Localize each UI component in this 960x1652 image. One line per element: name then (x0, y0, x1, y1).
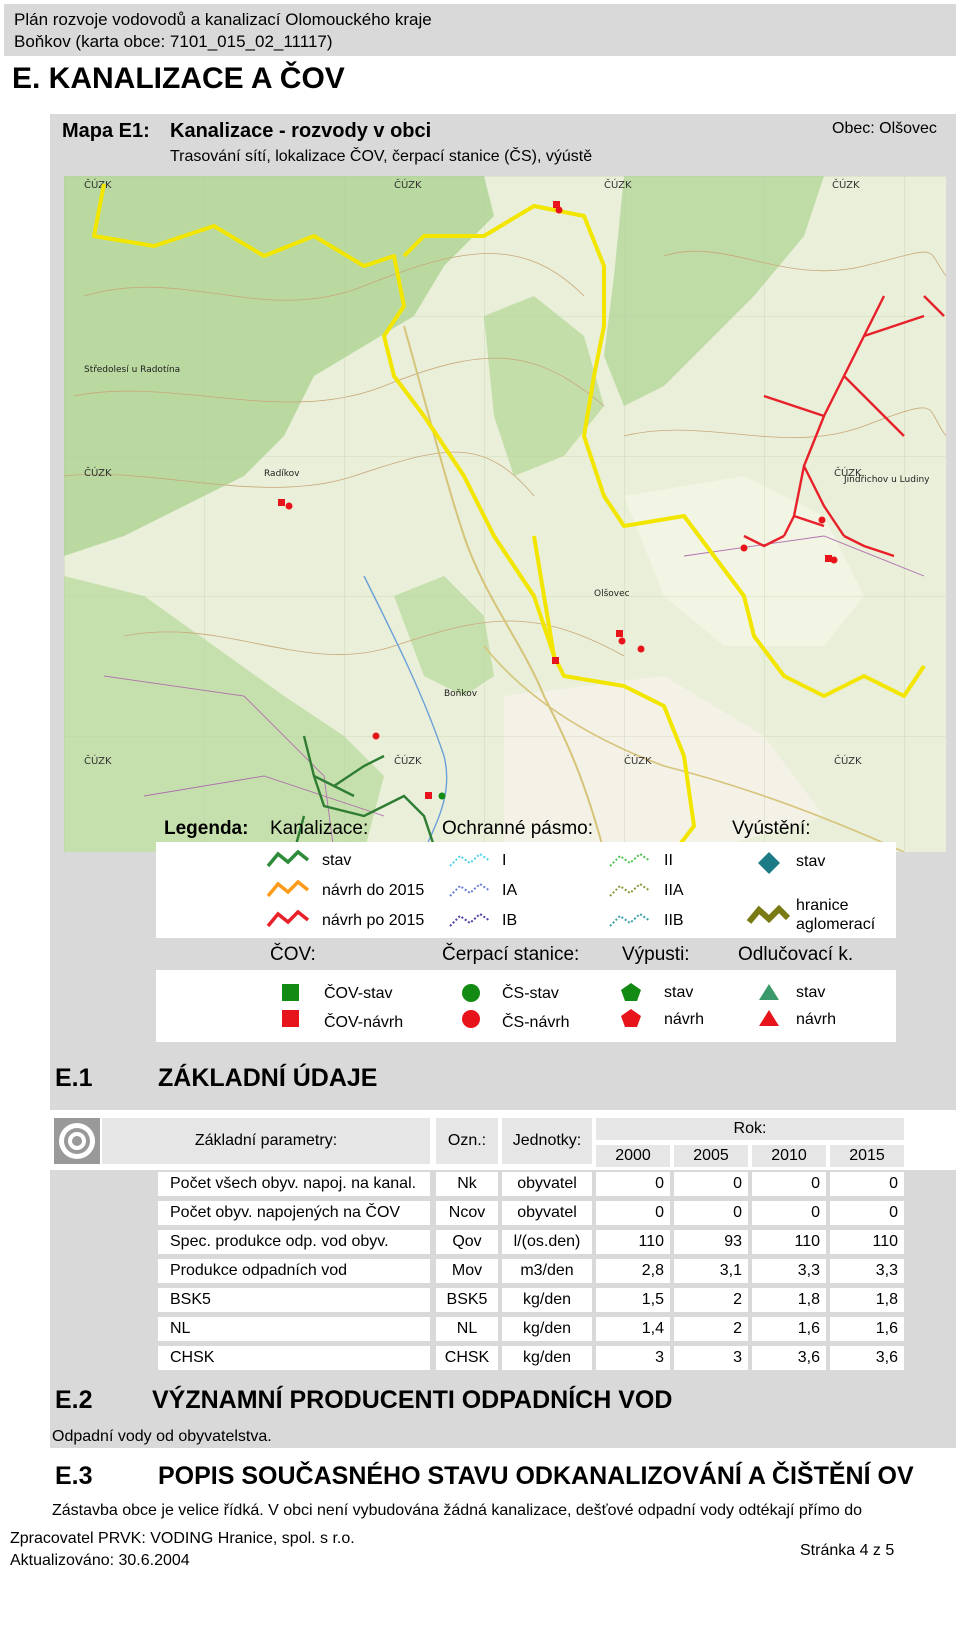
section-code-e1: E.1 (55, 1064, 93, 1092)
header-year-cell: 2005 (674, 1145, 748, 1167)
row-value: 3,1 (674, 1259, 748, 1283)
header-param: Základní parametry: (102, 1118, 430, 1164)
legend-label: stav (796, 984, 826, 1001)
wwtp-proposed-symbol (278, 499, 285, 506)
row-value: 0 (752, 1172, 826, 1196)
legend-label: ČS-návrh (502, 1014, 570, 1031)
row-value: 110 (596, 1230, 670, 1254)
row-ozn: CHSK (436, 1346, 498, 1370)
place-label: Boňkov (444, 689, 478, 699)
wwtp-proposed-symbol (552, 657, 559, 664)
section-text-e2: Odpadní vody od obyvatelstva. (52, 1428, 272, 1445)
target-icon (54, 1118, 100, 1164)
row-value: 2 (674, 1288, 748, 1312)
pump-station-existing-symbol (462, 984, 480, 1002)
row-value: 3,6 (830, 1346, 904, 1370)
legend-label: IA (502, 882, 518, 899)
section-title-e1: ZÁKLADNÍ ÚDAJE (158, 1064, 378, 1092)
row-value: 3,3 (752, 1259, 826, 1283)
legend-label: hranice aglomerací (796, 897, 876, 933)
map-cuzk-label: ČÚZK (834, 468, 862, 479)
pump-station-proposed-symbol (741, 545, 748, 552)
row-param: CHSK (158, 1346, 430, 1370)
footer-author: Zpracovatel PRVK: VODING Hranice, spol. s r.o. (10, 1530, 355, 1547)
row-value: 1,5 (596, 1288, 670, 1312)
section-title-e3: POPIS SOUČASNÉHO STAVU ODKANALIZOVÁNÍ A ČIŠTĚNÍ OV (158, 1462, 914, 1490)
row-param: Počet obyv. napojených na ČOV (158, 1201, 430, 1225)
legend-label: stav (664, 984, 694, 1001)
row-units: m3/den (502, 1259, 592, 1283)
row-value: 0 (830, 1172, 904, 1196)
map-subtitle: Trasování sítí, lokalizace ČOV, čerpací stanice (ČS), výústě (170, 148, 593, 165)
sewer-proposed-after-2015-symbol (266, 908, 310, 930)
agglomeration-boundary-symbol (746, 904, 790, 928)
legend-outflow-heading: Výpusti: (622, 944, 690, 965)
map-title: Kanalizace - rozvody v obci (170, 120, 432, 142)
map-cuzk-label: ČÚZK (84, 756, 112, 767)
legend-protection-zone-heading: Ochranné pásmo: (442, 818, 594, 839)
map-cuzk-label: ČÚZK (624, 756, 652, 767)
pump-station-proposed-symbol (373, 733, 380, 740)
row-param: Produkce odpadních vod (158, 1259, 430, 1283)
row-value: 1,8 (830, 1288, 904, 1312)
pump-station-proposed-symbol (638, 646, 645, 653)
row-param: Spec. produkce odp. vod obyv. (158, 1230, 430, 1254)
legend-pump-heading: Čerpací stanice: (442, 944, 580, 965)
map-cuzk-label: ČÚZK (394, 180, 422, 191)
sewer-map (64, 176, 946, 852)
row-param: NL (158, 1317, 430, 1341)
row-value: 0 (596, 1172, 670, 1196)
section-title-e2: VÝZNAMNÍ PRODUCENTI ODPADNÍCH VOD (152, 1386, 673, 1414)
row-value: 110 (752, 1230, 826, 1254)
row-value: 0 (674, 1172, 748, 1196)
section-code-e2: E.2 (55, 1386, 93, 1414)
legend-label: I (502, 852, 507, 869)
zone-i-symbol (448, 850, 492, 870)
legend-sewer-heading: Kanalizace: (270, 818, 369, 839)
map-cuzk-label: ČÚZK (604, 180, 632, 191)
pump-station-proposed-symbol (462, 1010, 480, 1028)
row-value: 3,3 (830, 1259, 904, 1283)
map-cuzk-label: ČÚZK (832, 180, 860, 191)
place-label: Radíkov (264, 469, 300, 479)
legend-separator-heading: Odlučovací k. (738, 944, 854, 965)
wwtp-proposed-symbol (425, 792, 432, 799)
row-value: 3,6 (752, 1346, 826, 1370)
row-ozn: Mov (436, 1259, 498, 1283)
legend-label: II (664, 852, 673, 869)
pump-station-proposed-symbol (819, 517, 826, 524)
legend-label: IIB (664, 912, 684, 929)
zone-ia-symbol (448, 880, 492, 900)
legend-title: Legenda: (164, 818, 249, 839)
row-value: 3 (674, 1346, 748, 1370)
row-units: obyvatel (502, 1201, 592, 1225)
legend-label: IB (502, 912, 518, 929)
row-units: kg/den (502, 1317, 592, 1341)
header-year-cell: 2015 (830, 1145, 904, 1167)
row-units: kg/den (502, 1346, 592, 1370)
document-header (4, 4, 956, 56)
separator-proposed-symbol (758, 1009, 780, 1027)
row-ozn: NL (436, 1317, 498, 1341)
legend-label: ČOV-stav (324, 985, 393, 1002)
document-title: Plán rozvoje vodovodů a kanalizací Olomouckého kraje (14, 10, 432, 29)
zone-iia-symbol (608, 880, 652, 900)
pump-station-proposed-symbol (286, 503, 293, 510)
map-code: Mapa E1: (62, 120, 150, 142)
row-value: 2 (674, 1317, 748, 1341)
place-label: Olšovec (594, 589, 630, 599)
row-value: 0 (830, 1201, 904, 1225)
row-value: 93 (674, 1230, 748, 1254)
section-heading-e: E. KANALIZACE A ČOV (12, 62, 345, 95)
row-value: 1,8 (752, 1288, 826, 1312)
zone-iib-symbol (608, 910, 652, 930)
pump-station-proposed-symbol (619, 638, 626, 645)
wwtp-proposed-symbol (282, 1010, 299, 1027)
legend-label: návrh do 2015 (322, 882, 425, 899)
legend-label: stav (796, 853, 826, 870)
legend-label: IIA (664, 882, 684, 899)
row-value: 3 (596, 1346, 670, 1370)
legend-wwtp-heading: ČOV: (270, 944, 316, 965)
row-value: 110 (830, 1230, 904, 1254)
legend-label: návrh (796, 1011, 837, 1028)
footer-page-number: Stránka 4 z 5 (800, 1542, 895, 1559)
separator-existing-symbol (758, 983, 780, 1001)
pump-station-proposed-symbol (831, 557, 838, 564)
row-value: 0 (752, 1201, 826, 1225)
map-cuzk-label: ČÚZK (834, 756, 862, 767)
legend-label: ČS-stav (502, 985, 559, 1002)
row-param: BSK5 (158, 1288, 430, 1312)
row-value: 1,6 (830, 1317, 904, 1341)
zone-ii-symbol (608, 850, 652, 870)
legend-label: ČOV-návrh (324, 1014, 404, 1031)
row-units: kg/den (502, 1288, 592, 1312)
municipality-label: Obec: Olšovec (832, 120, 937, 137)
legend-label: návrh (664, 1011, 705, 1028)
row-ozn: BSK5 (436, 1288, 498, 1312)
header-year: Rok: (596, 1118, 904, 1140)
footer-updated: Aktualizováno: 30.6.2004 (10, 1552, 190, 1569)
outlet-existing-symbol (756, 850, 782, 876)
header-units: Jednotky: (502, 1118, 592, 1164)
legend-outlet-heading: Vyústění: (732, 818, 811, 839)
row-value: 1,6 (752, 1317, 826, 1341)
wwtp-existing-symbol (282, 984, 299, 1001)
row-ozn: Ncov (436, 1201, 498, 1225)
pump-station-existing-symbol (439, 793, 446, 800)
sewer-existing-symbol (266, 848, 310, 870)
section-code-e3: E.3 (55, 1462, 93, 1490)
header-year-cell: 2000 (596, 1145, 670, 1167)
row-value: 2,8 (596, 1259, 670, 1283)
row-value: 1,4 (596, 1317, 670, 1341)
sewer-proposed-2015-symbol (266, 878, 310, 900)
place-label: Jindřichov u Ludiny (844, 475, 930, 485)
outflow-proposed-symbol (620, 1008, 642, 1028)
outflow-existing-symbol (620, 982, 642, 1002)
map-cuzk-label: ČÚZK (84, 468, 112, 479)
row-value: 0 (674, 1201, 748, 1225)
section-text-e3: Zástavba obce je velice řídká. V obci není vybudována žádná kanalizace, dešťové odpadní vody odtékají přímo do (52, 1502, 863, 1519)
legend-label: stav (322, 852, 352, 869)
header-ozn: Ozn.: (436, 1118, 498, 1164)
row-param: Počet všech obyv. napoj. na kanal. (158, 1172, 430, 1196)
place-label: Středolesí u Radotína (84, 365, 181, 375)
map-cuzk-label: ČÚZK (394, 756, 422, 767)
document-subtitle: Boňkov (karta obce: 7101_015_02_11117) (14, 32, 333, 51)
row-units: l/(os.den) (502, 1230, 592, 1254)
row-value: 0 (596, 1201, 670, 1225)
header-year-cell: 2010 (752, 1145, 826, 1167)
row-ozn: Nk (436, 1172, 498, 1196)
row-units: obyvatel (502, 1172, 592, 1196)
pump-station-proposed-symbol (556, 207, 563, 214)
wwtp-proposed-symbol (616, 630, 623, 637)
row-ozn: Qov (436, 1230, 498, 1254)
legend-label: návrh po 2015 (322, 912, 425, 929)
map-cuzk-label: ČÚZK (84, 180, 112, 191)
zone-ib-symbol (448, 910, 492, 930)
table-icon-box (54, 1118, 100, 1164)
